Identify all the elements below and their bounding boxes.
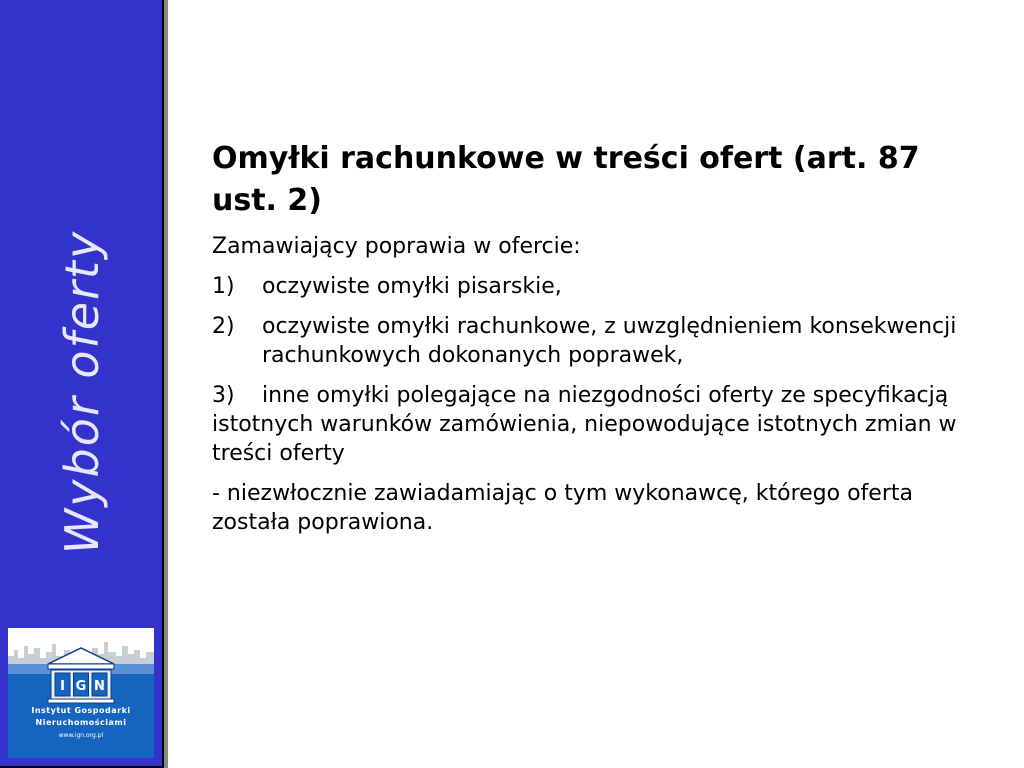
section-title: Wybór oferty <box>55 229 109 555</box>
logo-name-line2: Nieruchomościami <box>35 718 127 727</box>
list-item-number: 1) <box>212 274 235 299</box>
logo-url: www.ign.org.pl <box>58 732 104 739</box>
logo-letter-g: G <box>75 679 87 694</box>
logo-name-line1: Instytut Gospodarki <box>31 706 131 715</box>
intro-text: Zamawiający poprawia w ofercie: <box>212 234 581 259</box>
closing-text: - niezwłocznie zawiadamiając o tym wykonawcę, którego oferta została poprawiona. <box>212 481 913 535</box>
list-item-number: 2) <box>212 314 235 339</box>
logo-letter-n: N <box>94 679 105 694</box>
list-item <box>212 272 972 301</box>
slide-content <box>212 138 972 548</box>
sidebar-panel <box>0 0 164 768</box>
list-item-text: inne omyłki polegające na niezgodności oferty ze specyfikacją istotnych warunków zamówienia, niepowodujące istotnych zmian w treści oferty <box>212 383 957 466</box>
list-item-wrapped <box>212 381 972 468</box>
list-item-text: oczywiste omyłki rachunkowe, z uwzględnieniem konsekwencji rachunkowych dokonanych poprawek, <box>262 314 957 368</box>
logo-letter-i: I <box>60 679 65 694</box>
slide-heading: Omyłki rachunkowe w treści ofert (art. 87 ust. 2) <box>212 141 920 218</box>
ign-logo <box>8 628 154 758</box>
list-item <box>212 312 972 370</box>
list-item-number: 3) <box>212 383 235 408</box>
list-item-text: oczywiste omyłki pisarskie, <box>262 274 562 299</box>
